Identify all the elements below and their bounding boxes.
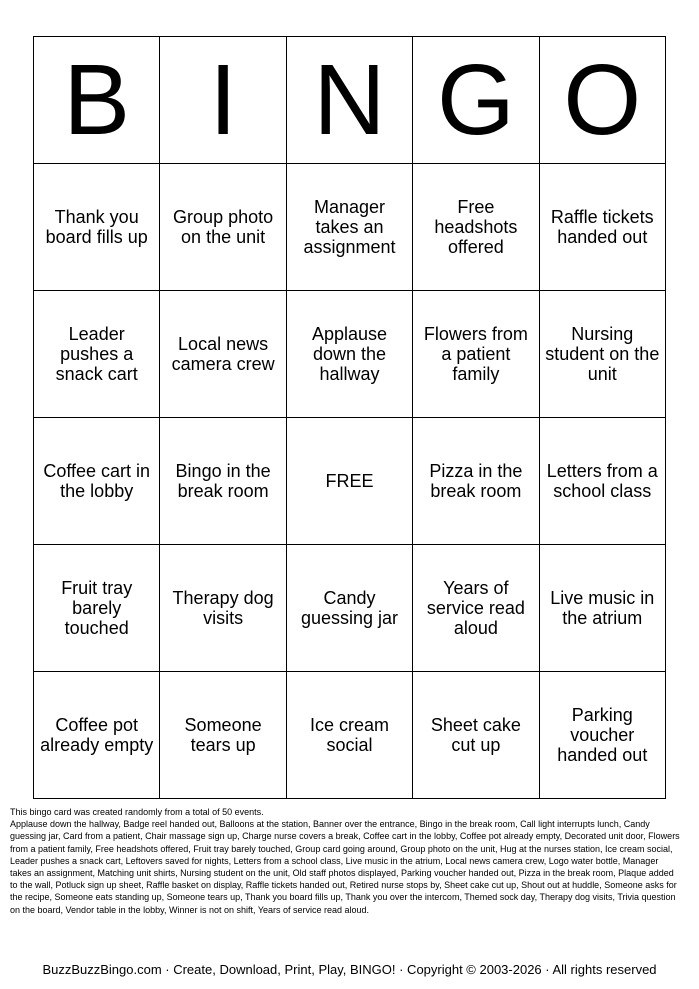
bingo-header-row [34, 37, 666, 164]
bingo-cell: Manager takes an assignment [286, 164, 412, 291]
bingo-card [33, 36, 666, 799]
header-letter-n: N [286, 37, 412, 164]
event-list-note [10, 806, 682, 916]
bingo-cell: Group photo on the unit [160, 164, 286, 291]
bingo-cell: Sheet cake cut up [413, 672, 539, 799]
bingo-cell: Ice cream social [286, 672, 412, 799]
bingo-cell: Letters from a school class [539, 418, 665, 545]
bingo-cell: Leader pushes a snack cart [34, 291, 160, 418]
bingo-cell: Live music in the atrium [539, 545, 665, 672]
bingo-row [34, 291, 666, 418]
header-letter-b: B [34, 37, 160, 164]
bingo-row [34, 545, 666, 672]
bingo-cell: Applause down the hallway [286, 291, 412, 418]
bingo-cell: Bingo in the break room [160, 418, 286, 545]
bingo-cell: Candy guessing jar [286, 545, 412, 672]
bingo-cell: Free headshots offered [413, 164, 539, 291]
bingo-cell: Fruit tray barely touched [34, 545, 160, 672]
footer-credit: BuzzBuzzBingo.com · Create, Download, Print, Play, BINGO! · Copyright © 2003-2026 · All rights reserved [42, 962, 657, 977]
free-space-cell: FREE [286, 418, 412, 545]
bingo-cell: Coffee pot already empty [34, 672, 160, 799]
header-letter-g: G [413, 37, 539, 164]
bingo-row [34, 164, 666, 291]
bingo-cell: Raffle tickets handed out [539, 164, 665, 291]
note-intro: This bingo card was created randomly from a total of 50 events. [10, 807, 264, 817]
bingo-cell: Parking voucher handed out [539, 672, 665, 799]
bingo-cell: Coffee cart in the lobby [34, 418, 160, 545]
bingo-cell: Thank you board fills up [34, 164, 160, 291]
bingo-cell: Pizza in the break room [413, 418, 539, 545]
bingo-row [34, 418, 666, 545]
bingo-cell: Therapy dog visits [160, 545, 286, 672]
bingo-cell: Nursing student on the unit [539, 291, 665, 418]
note-events: Applause down the hallway, Badge reel handed out, Balloons at the station, Banner over the entrance, Bingo in the break room, Call light interrupts lunch, Candy guessing jar, Card from a patient, Chair massage sign up, Charge nurse covers a break, Coffee cart in the lobby, Coffee pot already empty, Decorated unit door, Flowers from a patient family, Free headshots offered, Fruit tray barely touched, Group card going around, Group photo on the unit, Hug at the nurses station, Ice cream social, Leader pushes a snack cart, Leftovers saved for nights, Letters from a school class, Live music in the atrium, Local news camera crew, Logo water bottle, Manager takes an assignment, Matching unit shirts, Nursing student on the unit, Old staff photos displayed, Parking voucher handed out, Pizza in the break room, Plaque added to the wall, Potluck sign up sheet, Raffle basket on display, Raffle tickets handed out, Retired nurse stops by, Sheet cake cut up, Shout out at huddle, Someone asks for the recipe, Someone eats standing up, Someone tears up, Thank you board fills up, Thank you over the intercom, Themed sock day, Therapy dog visits, Trivia question on the board, Vendor table in the lobby, Winner is not on shift, Years of service read aloud. [10, 819, 680, 915]
bingo-cell: Someone tears up [160, 672, 286, 799]
bingo-cell: Years of service read aloud [413, 545, 539, 672]
header-letter-o: O [539, 37, 665, 164]
bingo-row [34, 672, 666, 799]
bingo-cell: Local news camera crew [160, 291, 286, 418]
header-letter-i: I [160, 37, 286, 164]
bingo-cell: Flowers from a patient family [413, 291, 539, 418]
